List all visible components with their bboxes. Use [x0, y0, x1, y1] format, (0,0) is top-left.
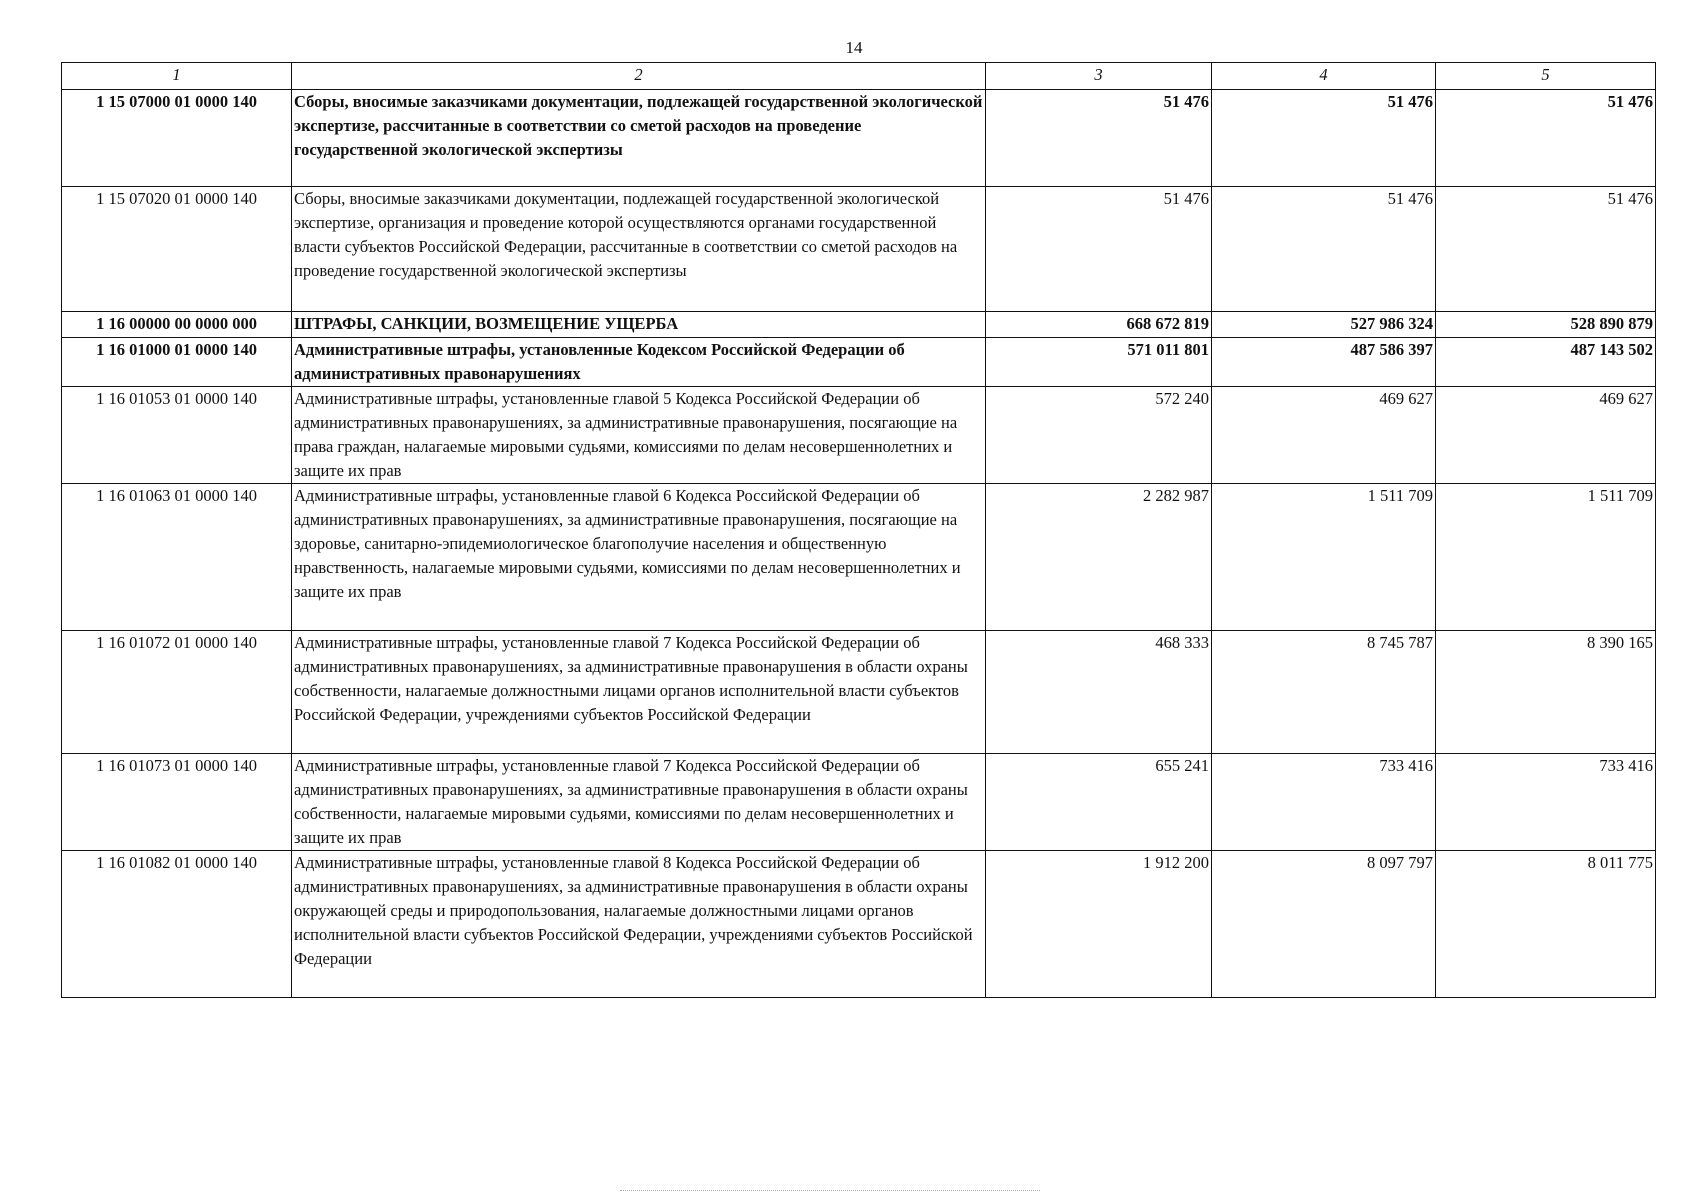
budget-code: 1 16 01063 01 0000 140: [62, 484, 292, 631]
item-name: Административные штрафы, установленные главой 6 Кодекса Российской Федерации об административных правонарушениях, за административные правонарушения, посягающие на здоровье, санитарно-эпидемиологическое благополучие населения и общественную нравственность, налагаемые мировыми судьями, комиссиями по делам несовершеннолетних и защите их прав: [292, 484, 986, 631]
budget-code: 1 15 07000 01 0000 140: [62, 90, 292, 187]
item-name: Сборы, вносимые заказчиками документации, подлежащей государственной экологической экспертизе, рассчитанные в соответствии со сметой расходов на проведение государственной экологической экспертизы: [292, 90, 986, 187]
amount-col3: 655 241: [986, 754, 1212, 851]
amount-col3: 668 672 819: [986, 312, 1212, 338]
amount-col5: 528 890 879: [1436, 312, 1656, 338]
budget-code: 1 16 01082 01 0000 140: [62, 851, 292, 998]
table-row: [62, 851, 1656, 998]
amount-col3: 1 912 200: [986, 851, 1212, 998]
amount-col5: 51 476: [1436, 90, 1656, 187]
amount-col4: 469 627: [1212, 387, 1436, 484]
amount-col4: 527 986 324: [1212, 312, 1436, 338]
amount-col4: 8 745 787: [1212, 631, 1436, 754]
budget-code: 1 16 01000 01 0000 140: [62, 338, 292, 387]
column-header: 5: [1436, 63, 1656, 90]
amount-col5: 51 476: [1436, 187, 1656, 312]
item-name: Административные штрафы, установленные главой 5 Кодекса Российской Федерации об административных правонарушениях, за административные правонарушения, посягающие на права граждан, налагаемые мировыми судьями, комиссиями по делам несовершеннолетних и защите их прав: [292, 387, 986, 484]
amount-col4: 1 511 709: [1212, 484, 1436, 631]
amount-col5: 8 011 775: [1436, 851, 1656, 998]
amount-col5: 733 416: [1436, 754, 1656, 851]
revenue-table: [61, 62, 1656, 998]
amount-col3: 571 011 801: [986, 338, 1212, 387]
amount-col4: 733 416: [1212, 754, 1436, 851]
budget-code: 1 16 00000 00 0000 000: [62, 312, 292, 338]
scan-artifact-line: [620, 1190, 1040, 1193]
amount-col3: 572 240: [986, 387, 1212, 484]
budget-code: 1 16 01053 01 0000 140: [62, 387, 292, 484]
item-name: Административные штрафы, установленные главой 7 Кодекса Российской Федерации об административных правонарушениях, за административные правонарушения в области охраны собственности, налагаемые мировыми судьями, комиссиями по делам несовершеннолетних и защите их прав: [292, 754, 986, 851]
column-header: 4: [1212, 63, 1436, 90]
budget-code: 1 16 01072 01 0000 140: [62, 631, 292, 754]
column-header: 1: [62, 63, 292, 90]
amount-col3: 2 282 987: [986, 484, 1212, 631]
table-row: [62, 90, 1656, 187]
amount-col3: 51 476: [986, 90, 1212, 187]
amount-col5: 487 143 502: [1436, 338, 1656, 387]
table-row: [62, 484, 1656, 631]
item-name: Административные штрафы, установленные Кодексом Российской Федерации об административных правонарушениях: [292, 338, 986, 387]
item-name: Сборы, вносимые заказчиками документации, подлежащей государственной экологической экспертизе, организация и проведение которой осуществляются органами государственной власти субъектов Российской Федерации, рассчитанные в соответствии со сметой расходов на проведение государственной экологической экспертизы: [292, 187, 986, 312]
item-name: ШТРАФЫ, САНКЦИИ, ВОЗМЕЩЕНИЕ УЩЕРБА: [292, 312, 986, 338]
amount-col5: 469 627: [1436, 387, 1656, 484]
budget-code: 1 16 01073 01 0000 140: [62, 754, 292, 851]
amount-col5: 8 390 165: [1436, 631, 1656, 754]
table-row: [62, 631, 1656, 754]
budget-code: 1 15 07020 01 0000 140: [62, 187, 292, 312]
amount-col4: 487 586 397: [1212, 338, 1436, 387]
table-row: [62, 754, 1656, 851]
table-row: [62, 187, 1656, 312]
amount-col4: 8 097 797: [1212, 851, 1436, 998]
amount-col4: 51 476: [1212, 90, 1436, 187]
column-number-row: [62, 63, 1656, 90]
page-number: 14: [845, 38, 863, 57]
table-row: [62, 338, 1656, 387]
column-header: 3: [986, 63, 1212, 90]
amount-col3: 51 476: [986, 187, 1212, 312]
table-row: [62, 312, 1656, 338]
item-name: Административные штрафы, установленные главой 7 Кодекса Российской Федерации об административных правонарушениях, за административные правонарушения в области охраны собственности, налагаемые должностными лицами органов исполнительной власти субъектов Российской Федерации, учреждениями субъектов Российской Федерации: [292, 631, 986, 754]
column-header: 2: [292, 63, 986, 90]
table-row: [62, 387, 1656, 484]
amount-col5: 1 511 709: [1436, 484, 1656, 631]
amount-col3: 468 333: [986, 631, 1212, 754]
amount-col4: 51 476: [1212, 187, 1436, 312]
item-name: Административные штрафы, установленные главой 8 Кодекса Российской Федерации об административных правонарушениях, за административные правонарушения в области охраны окружающей среды и природопользования, налагаемые должностными лицами органов исполнительной власти субъектов Российской Федерации, учреждениями субъектов Российской Федерации: [292, 851, 986, 998]
